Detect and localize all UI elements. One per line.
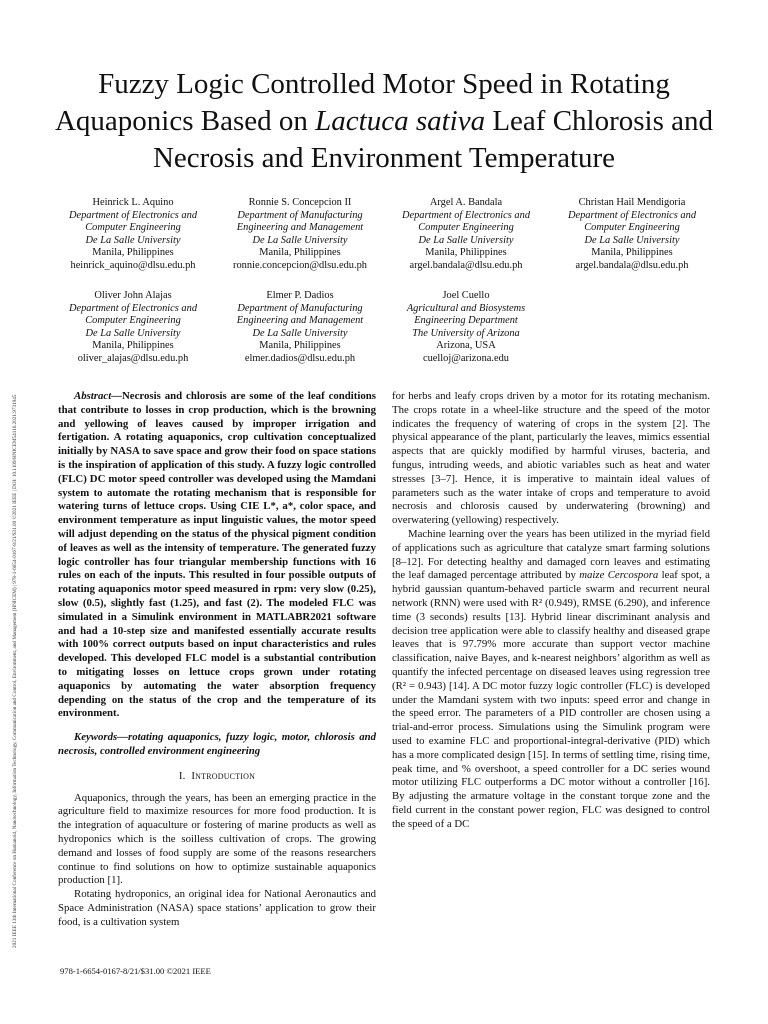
author-email[interactable]: heinrick_aquino@dlsu.edu.ph [70, 259, 196, 271]
publication-side-note: 2021 IEEE 13th International Conference on Humanoid, Nanotechnology, Information Technology, Communication and Control, Environment, and Management (HNICEM) | 978-1-6654-0167-8/21/$31.00 ©2021 IEEE | DOI: 10.1109/HNICEM54116.2021.9731945 [12, 394, 18, 948]
author-university: De La Salle University [252, 234, 348, 246]
author-email[interactable]: elmer.dadios@dlsu.edu.ph [244, 352, 356, 364]
author-block [47, 197, 219, 273]
author-location: Manila, Philippines [92, 340, 174, 352]
left-column [58, 390, 376, 929]
author-university: De La Salle University [584, 234, 680, 246]
intro-paragraph-1: Aquaponics, through the years, has been an emerging practice in the agriculture field to maximize resources for more food production. It is the integration of aquaculture or fostering of marine products as well as hydroponics which is the soilless cultivation of crops. The growing demand and losses of food supply are some of the reasons researchers continue to find solutions on how to optimize sustainable aquaponics production [1]. [58, 791, 376, 887]
paper-title [40, 66, 728, 177]
author-name: Ronnie S. Concepcion II [248, 197, 352, 208]
intro-paragraph-2: Rotating hydroponics, an original idea for National Aeronautics and Space Administration (NASA) space stations’ application to grow their food, is a cultivation system [58, 888, 376, 928]
author-location: Manila, Philippines [259, 247, 341, 259]
author-location: Manila, Philippines [425, 247, 507, 259]
keywords-text: rotating aquaponics, fuzzy logic, motor, chlorosis and necrosis, controlled environment engineering [58, 731, 376, 757]
author-university: De La Salle University [252, 327, 348, 339]
right-paragraph-1: for herbs and leafy crops driven by a motor for its rotating mechanism. The crops rotate in a wheel-like structure and the speed of the motor indicates the frequency of watering of crops in the system [2]. The physical appearance of the plant, particularly the leaves, mimics essential aspects that are quickly modified by harmful viruses, bacteria, and fungus, intruding weeds, and abiotic variables such as heat and water stresses [3–7]. Hence, it is imperative to maintain ideal values of parameters such as the water intake of crops and temperature to avoid necrosis and chlorosis caused by underwatering (browning) and overwatering (yellowing) respectively. [392, 390, 710, 527]
right-paragraph-2 [392, 528, 710, 832]
author-block [47, 290, 219, 366]
author-university: The University of Arizona [412, 327, 520, 339]
right-p2-part-b: leaf spot, a hybrid gaussian quantum-behaved particle swarm and recurrent neural network (RNN) were used with R² (0.949), RMSE (6.290), and inference time (3 seconds) results [13]. Hybrid linear discriminant analysis and decision tree application were able to classify healthy and diseased grape leaves that is 97.79% more accurate than support vector machine classification, naive Bayes, and k-nearest neighbors’ algorithm as well as quantify the infected percentage on diseased leaves using regression tree (R² = 0.943) [14]. A DC motor fuzzy logic controller (FLC) is developed under the Mamdani system with two inputs: speed error and change in the speed error. The parameters of a PID controller are chosen using a trial-and-error process. Simulations using the Simulink program were used to examine FLC and proportional-integral-derivative (PID) which has a more complicated design [15]. In terms of settling time, rising time, peak time, and % overshoot, a speed controller for a DC series wound motor utilizing FLC outperforms a DC motor without a controller [16]. By adjusting the armature voltage in the constant torque zone and the field current in the constant power region, FLC was designed to control the speed of a DC [392, 569, 710, 830]
author-department: Department of Manufacturing Engineering and Management [236, 302, 364, 327]
author-name: Oliver John Alajas [94, 290, 172, 301]
title-part-a: Fuzzy Logic Controlled Motor Speed in Rotating Aquaponics Based on [54, 68, 670, 137]
author-name: Christan Hail Mendigoria [578, 197, 686, 208]
section-number: I. [178, 769, 186, 782]
section-heading-introduction [58, 770, 376, 784]
author-email[interactable]: argel.bandala@dlsu.edu.ph [409, 259, 523, 271]
title-part-b: Leaf Chlorosis and Necrosis and Environment Temperature [152, 105, 714, 174]
author-block [214, 197, 386, 273]
author-university: De La Salle University [85, 327, 181, 339]
author-email[interactable]: cuelloj@arizona.edu [422, 352, 510, 364]
keywords [58, 731, 376, 759]
abstract-label: Abstract— [74, 390, 122, 402]
author-name: Joel Cuello [442, 290, 490, 301]
author-department: Department of Manufacturing Engineering and Management [236, 209, 364, 234]
author-block [214, 290, 386, 366]
right-p2-part-a: Machine learning over the years has been utilized in the myriad field of applications such as agriculture that catalyze smart farming solutions [8–12]. For detecting healthy and damaged corn leaves and estimating the leaf damaged percentage attributed by [392, 527, 710, 582]
author-email[interactable]: oliver_alajas@dlsu.edu.ph [77, 352, 189, 364]
author-email[interactable]: ronnie.concepcion@dlsu.edu.ph [233, 259, 367, 271]
copyright-footer: 978-1-6654-0167-8/21/$31.00 ©2021 IEEE [60, 966, 211, 976]
author-block [380, 197, 552, 273]
right-p2-italic: maize Cercospora [579, 569, 659, 582]
author-department: Department of Electronics and Computer Engineering [68, 302, 198, 327]
author-department: Department of Electronics and Computer Engineering [68, 209, 198, 234]
author-name: Elmer P. Dadios [266, 290, 334, 301]
author-department: Agricultural and Biosystems Engineering Department [406, 302, 526, 327]
author-email[interactable]: argel.bandala@dlsu.edu.ph [575, 259, 689, 271]
abstract [58, 390, 376, 721]
author-department: Department of Electronics and Computer Engineering [401, 209, 531, 234]
section-title: Introduction [191, 769, 256, 782]
author-location: Manila, Philippines [259, 340, 341, 352]
author-university: De La Salle University [85, 234, 181, 246]
author-location: Arizona, USA [436, 340, 496, 352]
author-department: Department of Electronics and Computer Engineering [567, 209, 697, 234]
keywords-label: Keywords— [74, 731, 128, 744]
author-location: Manila, Philippines [92, 247, 174, 259]
right-column [392, 390, 710, 832]
title-italic-species: Lactuca sativa [315, 105, 486, 137]
author-block [380, 290, 552, 366]
author-block [546, 197, 718, 273]
author-name: Argel A. Bandala [429, 197, 503, 208]
author-location: Manila, Philippines [591, 247, 673, 259]
author-name: Heinrick L. Aquino [92, 197, 174, 208]
author-university: De La Salle University [418, 234, 514, 246]
abstract-text: Necrosis and chlorosis are some of the leaf conditions that contribute to losses in crop production, which is the browning and yellowing of leaves caused by improper irrigation and fertigation. A rotating aquaponics, crop cultivation conceptualized initially by NASA to save space and grow their food on space stations is the inspiration of application of this study. A fuzzy logic controlled (FLC) DC motor speed controller was developed using the Mamdani system to automate the rotating mechanism that is responsible for watering turns of lettuce crops. Using CIE L*, a*, color space, and environment temperature as input linguistic values, the motor speed will adjust depending on the status of the physical pigment condition of leaves as well as the intensity of temperature. The generated fuzzy logic controller has four triangular membership functions with 16 rules on each of the inputs. This resulted in four possible outputs of rotating aquaponics motor speed measured in rpm: very slow (0.25), slow (0.5), slightly fast (1.25), and fast (2). The modeled FLC was simulated in a Simulink environment in MATLABR2021 software and had a 10-step size and manifested essentially accurate results with 100% correct outputs based on input characteristics and rules developed. This developed FLC model is a substantial contribution to mitigating losses on lettuce crops grown under rotating aquaponics by automating the water absorption frequency depending on the status of the crop and the temperature of its environment. [58, 390, 376, 720]
